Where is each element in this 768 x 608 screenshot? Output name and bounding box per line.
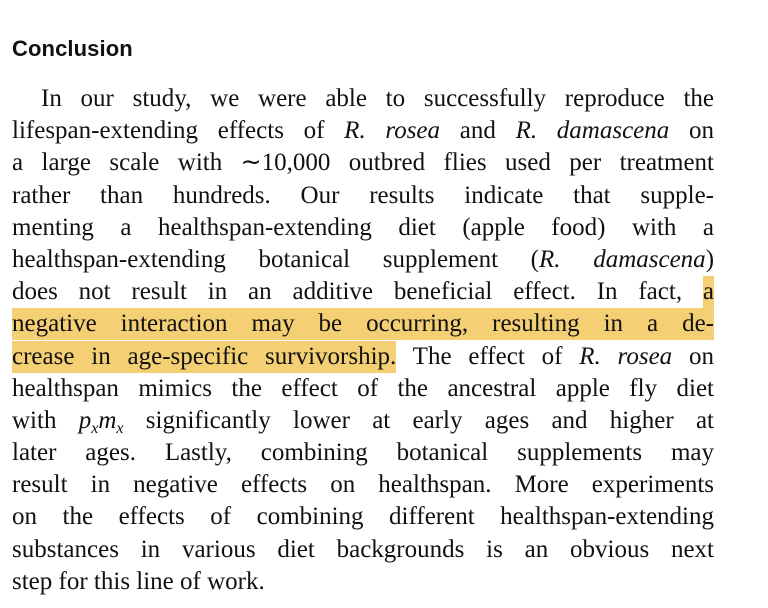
text-line: In our study, we were able to successfully reproduce the xyxy=(41,85,714,112)
text-line: a large scale with ∼10,000 outbred flies used per treatment xyxy=(12,149,714,177)
text-line: lifespan-extending effects of R. rosea and R. damascena on xyxy=(12,117,714,145)
text-line: rather than hundreds. Our results indicate that supple- xyxy=(12,181,714,209)
conclusion-paragraph xyxy=(12,83,714,598)
text-line: substances in various diet backgrounds is an obvious next xyxy=(12,535,714,563)
text-line: healthspan mimics the effect of the ancestral apple fly diet xyxy=(12,374,714,402)
text-line: does not result in an additive beneficial effect. In fact, a xyxy=(12,276,714,308)
text-line: menting a healthspan-extending diet (apple food) with a xyxy=(12,213,714,241)
text-line xyxy=(12,308,714,340)
section-heading: Conclusion xyxy=(12,36,133,61)
text-line: with $p_xm_x$ significantly lower at early ages and higher at xyxy=(12,406,714,437)
highlighted-text[interactable]: a xyxy=(703,276,714,308)
highlighted-text[interactable]: negative interaction may be occurring, resulting in a de- xyxy=(12,308,714,340)
text-line: step for this line of work. xyxy=(12,567,265,595)
text-line: result in negative effects on healthspan. More experiments xyxy=(12,471,714,499)
text-line: on the effects of combining different healthspan-extending xyxy=(12,503,714,531)
text-line: crease in age-specific survivorship. The effect of R. rosea on xyxy=(12,341,714,373)
document-page xyxy=(12,0,714,608)
text-line: later ages. Lastly, combining botanical supplements may xyxy=(12,439,714,467)
highlighted-text[interactable]: crease in age-specific survivorship. xyxy=(12,341,396,373)
text-line: healthspan-extending botanical supplement (R. damascena) xyxy=(12,245,715,273)
